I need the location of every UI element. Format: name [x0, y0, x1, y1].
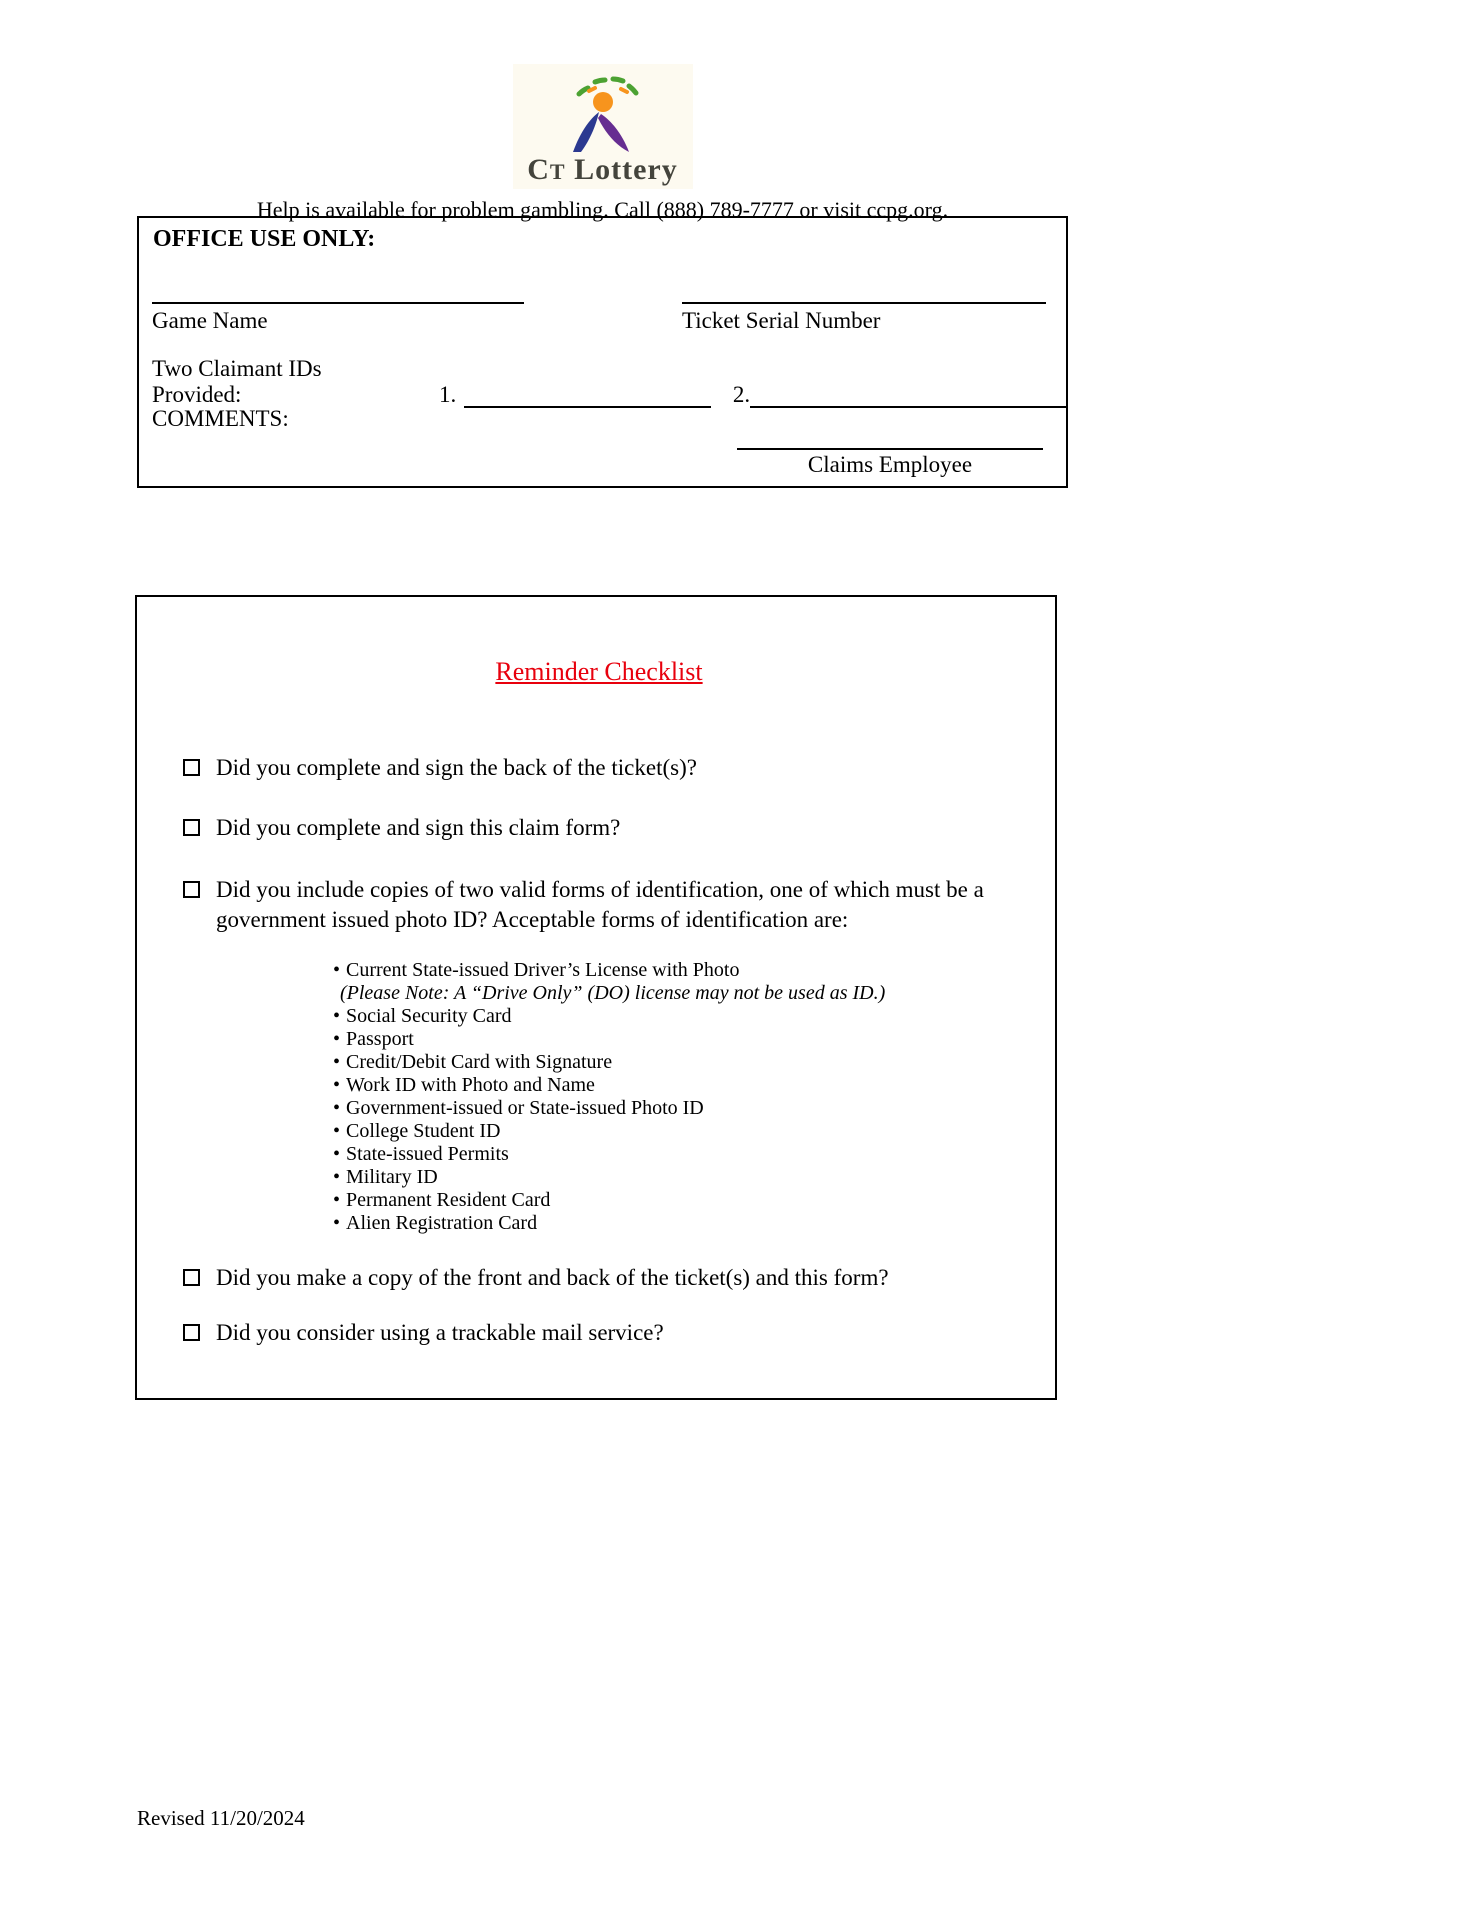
office-use-only-box: [137, 216, 1068, 488]
checkbox[interactable]: [183, 1324, 200, 1341]
id-list-item-text: Military ID: [346, 1165, 438, 1188]
logo-text-c: C: [527, 153, 550, 186]
claimant-ids-label: Two Claimant IDs Provided:: [152, 356, 322, 407]
id-list-item: [333, 1028, 1015, 1051]
id-list-item: [333, 1189, 1015, 1212]
id-list-item: [333, 1120, 1015, 1143]
ticket-serial-label: Ticket Serial Number: [682, 308, 881, 333]
logo-text-rest: Lottery: [565, 153, 678, 186]
checklist-item-text: Did you include copies of two valid forms of identification, one of which must be a government issued photo ID? Acceptable forms of identification are:: [216, 876, 984, 932]
ticket-serial-blank-line[interactable]: [682, 302, 1046, 304]
game-name-label: Game Name: [152, 308, 268, 333]
bullet-icon: •: [333, 1073, 341, 1096]
checklist-item-text: Did you consider using a trackable mail service?: [216, 1320, 664, 1346]
bullet-icon: •: [333, 1188, 341, 1211]
bullet-icon: •: [333, 1004, 341, 1027]
checklist-item-copy-ticket: [183, 1263, 1015, 1293]
id-list-item: [333, 1212, 1015, 1235]
checklist-item-sign-ticket: [183, 753, 1015, 783]
id-list-item-text: Social Security Card: [346, 1004, 512, 1027]
id-list-item-text: Work ID with Photo and Name: [346, 1073, 595, 1096]
checkbox[interactable]: [183, 819, 200, 836]
id-list-item-text: Alien Registration Card: [346, 1211, 538, 1234]
checklist-item-identification: [183, 875, 1015, 935]
checklist-item-trackable-mail: [183, 1318, 1015, 1348]
office-use-only-title: OFFICE USE ONLY:: [153, 226, 376, 252]
checkbox[interactable]: [183, 1269, 200, 1286]
claimant-1-blank-line[interactable]: [464, 382, 711, 408]
claimant-ids-row: [152, 356, 1066, 408]
id-list-item: [333, 959, 1015, 982]
id-list-note-text: (Please Note: A “Drive Only” (DO) license may not be used as ID.): [340, 981, 886, 1004]
id-list-item-text: Government-issued or State-issued Photo ID: [346, 1096, 704, 1119]
claimant-1-label: 1.: [439, 382, 457, 407]
bullet-icon: •: [333, 1165, 341, 1188]
claimant-2-blank-line[interactable]: [750, 382, 1066, 408]
bullet-icon: •: [333, 1050, 341, 1073]
id-list-item: [333, 1097, 1015, 1120]
bullet-icon: •: [333, 1142, 341, 1165]
claimant-2-label: 2.: [732, 382, 751, 407]
id-list-item-text: Credit/Debit Card with Signature: [346, 1050, 613, 1073]
claims-employee-block: [737, 424, 1043, 478]
id-list-item: [333, 1166, 1015, 1189]
bullet-icon: •: [333, 1027, 341, 1050]
checklist-item-text: Did you make a copy of the front and back of the ticket(s) and this form?: [216, 1264, 889, 1290]
checklist-item-sign-claim-form: [183, 813, 1015, 843]
problem-gambling-help-text: Help is available for problem gambling. Call (888) 789-7777 or visit ccpg.org.: [256, 197, 949, 222]
acceptable-id-list: [333, 959, 1015, 1235]
id-list-item: [333, 1074, 1015, 1097]
logo-figure-icon: [537, 68, 669, 154]
id-list-item-text: Permanent Resident Card: [346, 1188, 551, 1211]
id-list-item: [333, 1143, 1015, 1166]
id-list-note: [333, 982, 1015, 1005]
id-list-item-text: College Student ID: [346, 1119, 501, 1142]
id-list-item-text: State-issued Permits: [346, 1142, 509, 1165]
bullet-icon: •: [333, 1211, 341, 1234]
checkbox[interactable]: [183, 881, 200, 898]
comments-label: COMMENTS:: [152, 406, 289, 431]
game-name-blank-line[interactable]: [152, 302, 524, 304]
bullet-icon: •: [333, 1119, 341, 1142]
logo-text: [521, 153, 685, 187]
checklist-item-text: Did you complete and sign this claim form?: [216, 814, 621, 840]
checkbox[interactable]: [183, 759, 200, 776]
id-list-item-text: Current State-issued Driver’s License with Photo: [346, 958, 740, 981]
id-list-item: [333, 1005, 1015, 1028]
reminder-checklist-title: Reminder Checklist: [495, 657, 703, 686]
revised-date-label: Revised 11/20/2024: [137, 1806, 305, 1830]
logo-text-t: T: [549, 159, 566, 184]
reminder-checklist-box: [135, 595, 1057, 1400]
claims-employee-blank-line[interactable]: [737, 424, 1043, 450]
content-column: [137, 0, 1068, 223]
claims-employee-label: Claims Employee: [807, 452, 973, 477]
bullet-icon: •: [333, 1096, 341, 1119]
id-list-item: [333, 1051, 1015, 1074]
bullet-icon: •: [333, 958, 341, 981]
checklist-item-text: Did you complete and sign the back of the ticket(s)?: [216, 755, 697, 780]
id-list-item-text: Passport: [346, 1027, 414, 1050]
ct-lottery-logo: [513, 64, 693, 189]
